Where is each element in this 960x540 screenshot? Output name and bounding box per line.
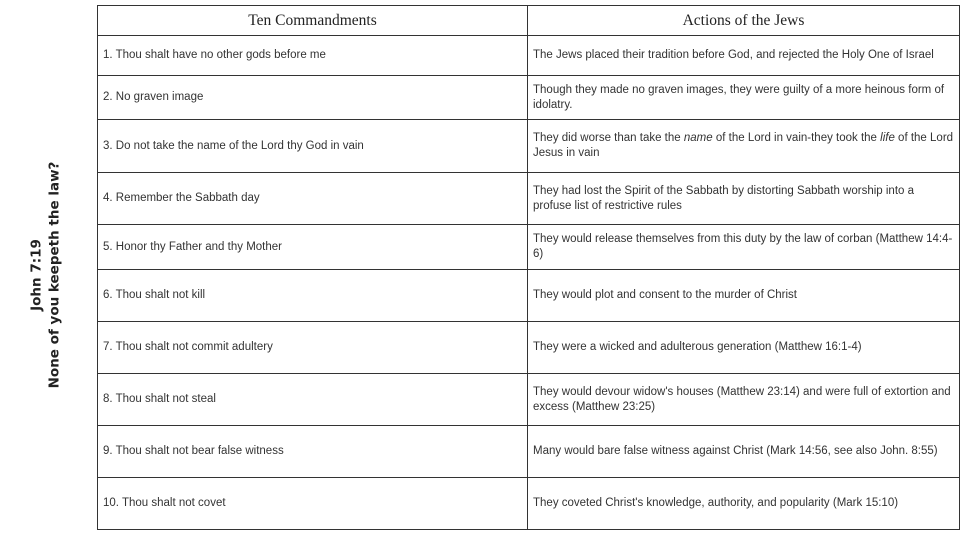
table-row	[98, 173, 960, 225]
action-cell: The Jews placed their tradition before God, and rejected the Holy One of Israel	[528, 36, 960, 76]
action-text: They did worse than take the	[533, 132, 684, 144]
side-title-quote: None of you keepeth the law?	[46, 161, 62, 389]
action-cell: They coveted Christ's knowledge, authority, and popularity (Mark 15:10)	[528, 478, 960, 530]
table-row	[98, 120, 960, 173]
side-title-reference: John 7:19	[28, 239, 44, 311]
table-header-row	[98, 6, 960, 36]
commandment-cell: 5. Honor thy Father and thy Mother	[98, 225, 528, 270]
action-text: of the Lord in vain-they took the	[712, 132, 881, 144]
commandments-table	[97, 5, 960, 530]
action-cell: Many would bare false witness against Christ (Mark 14:56, see also John. 8:55)	[528, 426, 960, 478]
header-commandments: Ten Commandments	[98, 6, 528, 36]
action-emphasis: name	[683, 132, 713, 144]
commandment-cell: 9. Thou shalt not bear false witness	[98, 426, 528, 478]
action-cell: They would release themselves from this duty by the law of corban (Matthew 14:4-6)	[528, 225, 960, 270]
action-cell: They would devour widow's houses (Matthew 23:14) and were full of extortion and excess (Matthew 23:25)	[528, 374, 960, 426]
table-row	[98, 478, 960, 530]
action-text: of the Lord Jesus in vain	[533, 132, 954, 159]
commandment-cell: 10. Thou shalt not covet	[98, 478, 528, 530]
header-actions: Actions of the Jews	[528, 6, 960, 36]
side-title-text	[27, 162, 63, 389]
commandment-cell: 7. Thou shalt not commit adultery	[98, 322, 528, 374]
table-row	[98, 426, 960, 478]
action-emphasis: life	[880, 132, 895, 144]
commandment-cell: 3. Do not take the name of the Lord thy God in vain	[98, 120, 528, 173]
table-row	[98, 322, 960, 374]
commandment-cell: 1. Thou shalt have no other gods before me	[98, 36, 528, 76]
action-cell: Though they made no graven images, they were guilty of a more heinous form of idolatry.	[528, 76, 960, 120]
table-row	[98, 270, 960, 322]
commandment-cell: 6. Thou shalt not kill	[98, 270, 528, 322]
action-cell: They had lost the Spirit of the Sabbath by distorting Sabbath worship into a profuse list of restrictive rules	[528, 173, 960, 225]
action-cell	[528, 120, 960, 173]
table-row	[98, 374, 960, 426]
side-title	[25, 160, 65, 390]
commandment-cell: 4. Remember the Sabbath day	[98, 173, 528, 225]
action-cell: They were a wicked and adulterous generation (Matthew 16:1-4)	[528, 322, 960, 374]
table-row	[98, 36, 960, 76]
table-row	[98, 76, 960, 120]
table-row	[98, 225, 960, 270]
action-cell: They would plot and consent to the murder of Christ	[528, 270, 960, 322]
commandment-cell: 8. Thou shalt not steal	[98, 374, 528, 426]
commandment-cell: 2. No graven image	[98, 76, 528, 120]
